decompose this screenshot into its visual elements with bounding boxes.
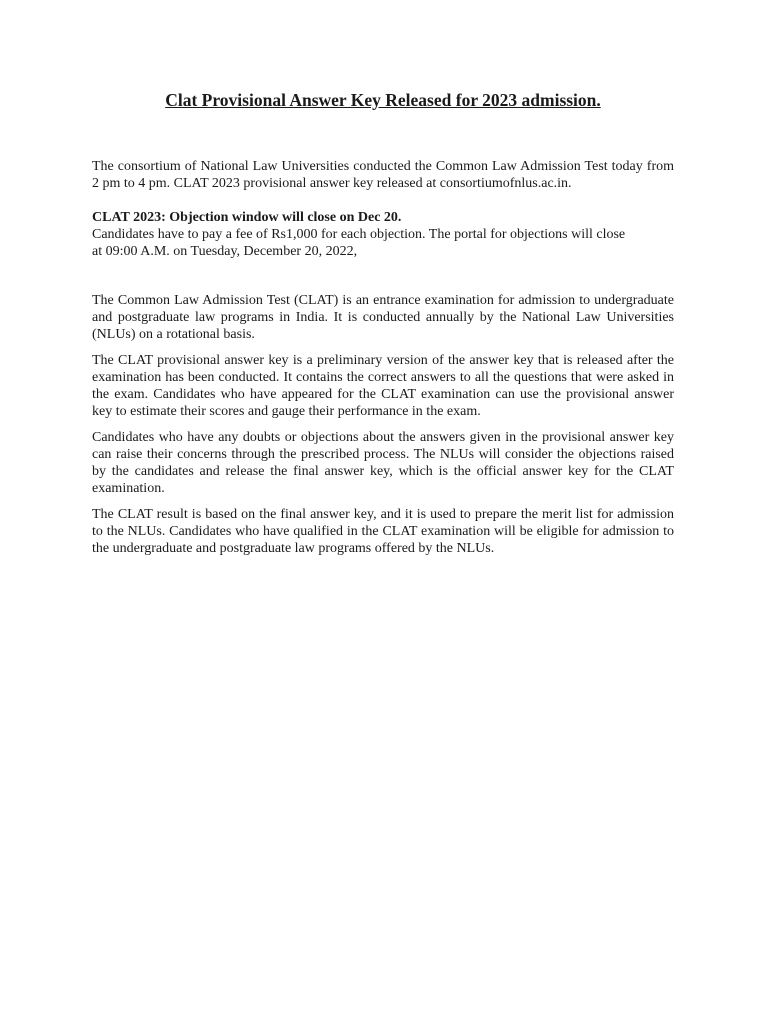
document-page (92, 88, 674, 566)
document-title: Clat Provisional Answer Key Released for 2023 admission. (165, 90, 601, 110)
body-paragraph-provisional-key: The CLAT provisional answer key is a preliminary version of the answer key that is released after the examination has been conducted. It contains the correct answers to all the questions that were asked in the exam. Candidates who have appeared for the CLAT examination can use the provisional answer key to estimate their scores and gauge their performance in the exam. (92, 353, 674, 419)
intro-paragraph: The consortium of National Law Universities conducted the Common Law Admission Test today from 2 pm to 4 pm. CLAT 2023 provisional answer key released at consortiumofnlus.ac.in. (92, 159, 674, 191)
body-paragraph-result: The CLAT result is based on the final answer key, and it is used to prepare the merit list for admission to the NLUs. Candidates who have qualified in the CLAT examination will be eligible for admission to the undergraduate and postgraduate law programs offered by the NLUs. (92, 507, 674, 556)
objection-close-text: at 09:00 A.M. on Tuesday, December 20, 2022, (92, 244, 358, 259)
body-paragraph-clat-definition: The Common Law Admission Test (CLAT) is an entrance examination for admission to undergraduate and postgraduate law programs in India. It is conducted annually by the National Law Universities (NLUs) on a rotational basis. (92, 293, 674, 342)
objection-heading: CLAT 2023: Objection window will close on Dec 20. (92, 210, 402, 225)
objection-fee-text: Candidates have to pay a fee of Rs1,000 for each objection. The portal for objections will close (92, 227, 626, 242)
body-paragraph-objections: Candidates who have any doubts or objections about the answers given in the provisional answer key can raise their concerns through the prescribed process. The NLUs will consider the objections raised by the candidates and release the final answer key, which is the official answer key for the CLAT examination. (92, 430, 674, 496)
